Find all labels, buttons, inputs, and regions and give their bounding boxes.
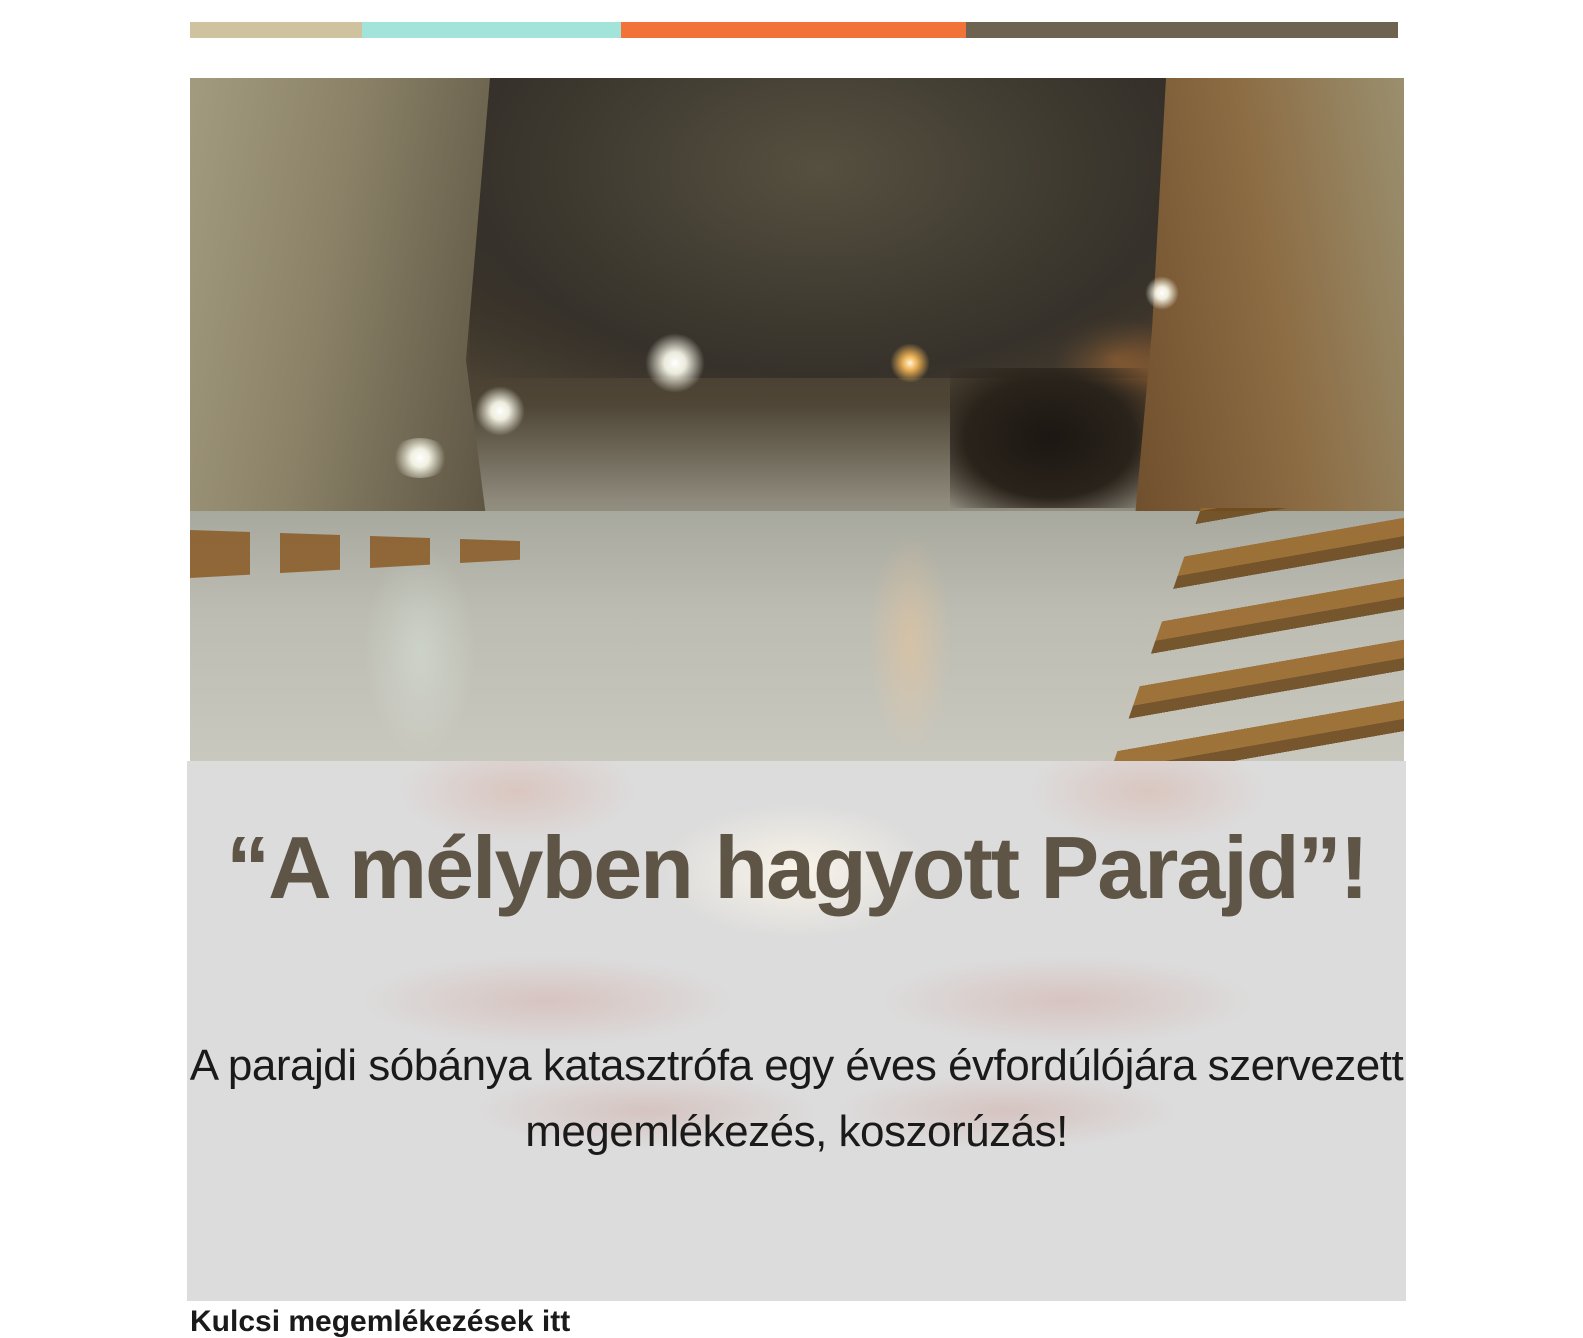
photo-tunnel (950, 368, 1150, 508)
color-bar-segment-brown (966, 22, 1398, 38)
photo-lamp (390, 438, 450, 478)
photo-left-wall (190, 78, 490, 548)
color-bar-segment-turquoise (362, 22, 621, 38)
photo-lamp (475, 386, 525, 436)
cut-off-text-line (190, 1304, 690, 1338)
photo-lamp (890, 343, 930, 383)
decorative-color-bar (190, 22, 1398, 38)
color-bar-segment-orange (621, 22, 966, 38)
salt-mine-photo (190, 78, 1404, 761)
cut-off-text: Kulcsi megemlékezések itt (190, 1305, 571, 1338)
color-bar-segment-beige (190, 22, 362, 38)
photo-lamp (645, 333, 705, 393)
photo-lamp (1145, 276, 1179, 310)
candle-panel (187, 761, 1406, 1301)
photo-ceiling (470, 78, 1170, 378)
headline: “A mélyben hagyott Parajd”! (226, 818, 1367, 917)
subtitle: A parajdi sóbánya katasztrófa egy éves évfordúlójára szervezett megemlékezés, koszorúzás! (189, 1041, 1404, 1156)
